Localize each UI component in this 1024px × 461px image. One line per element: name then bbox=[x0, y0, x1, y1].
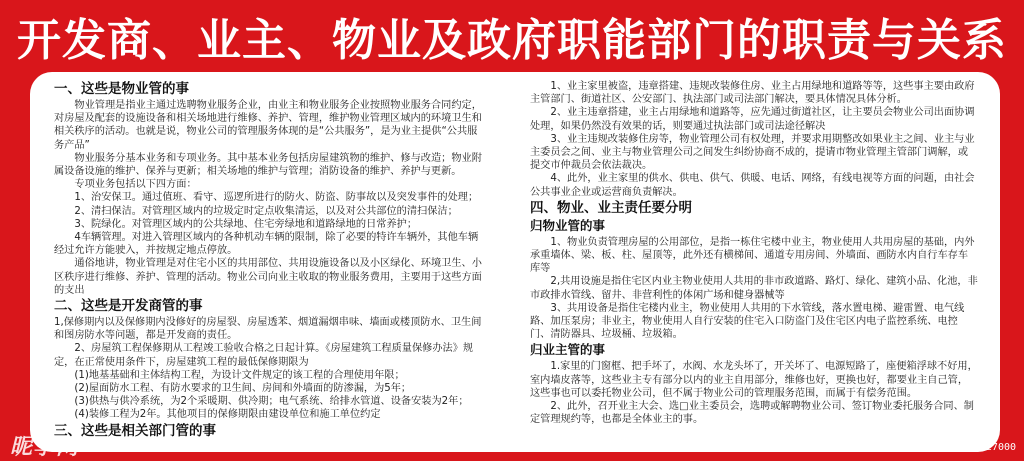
paragraph: 1、治安保卫。通过值班、看守、巡逻所进行的防火、防盗、防事故以及突发事件的处理； bbox=[74, 192, 479, 204]
image-id-text: ID:26529821 NO:20190606163037427000 bbox=[805, 442, 1016, 453]
paragraph: 2、业主违章搭建，业主占用绿地和道路等，应先通过街道社区，让主要员会物业公司出面协调处理，如果仍然没有效果的话，则要通过执法部门或司法途径解决 bbox=[530, 107, 975, 132]
paragraph: 1、业主家里被盗，违章搭建、违规改装修住房、业主占用绿地和道路等等，这些事主要由政府主管部门、街道社区、公安部门、执法部门或司法部门解决，要具体情况具体分析。 bbox=[530, 81, 975, 106]
section-heading-property: 一、这些是物业管的事 bbox=[54, 81, 189, 97]
page-title: 开发商、业主、物业及政府职能部门的职责与关系 bbox=[17, 15, 1007, 66]
right-column bbox=[530, 80, 978, 426]
paragraph: 3、院绿化。对管理区域内的公共绿地、住宅旁绿地和道路绿地的日常养护； bbox=[74, 218, 418, 230]
subheading-owner-duties: 归业主管的事 bbox=[530, 342, 606, 358]
paragraph: 1、物业负责管理房屋的公用部位，是指一栋住宅楼中业主，物业使用人共用房屋的基础，内外承重墙体、梁、板、柱、屋顶等，此外还有横梯间、通道专用房间、外墙面、画防水内自行车存车库等 bbox=[530, 236, 975, 275]
paragraph: 物业管理是指业主通过选聘物业服务企业，由业主和物业服务企业按照物业服务合同约定，对房屋及配套的设施设备和相关场地进行维修、养护、管理，维护物业管理区域内的环境卫生和相关秩序的活动。也就是说，物业公司的管理服务体现的是“公共服务”，是为业主提供“公共服务产品” bbox=[54, 100, 482, 151]
paragraph: 4车辆管理。对进入管理区域内的各种机动车辆的限制，除了必要的特许车辆外，其他车辆经过允许方能驶入，并按规定地点停放。 bbox=[54, 232, 479, 257]
section-heading-departments: 三、这些是相关部门管的事 bbox=[54, 422, 216, 439]
paragraph: 通俗地讲，物业管理是对住宅小区的共用部位、共用设施设备以及小区绿化、环境卫生、小区秩序进行维修、养护、管理的活动。物业公司向业主收取的物业服务费用，主要用于这些方面的支出 bbox=[54, 258, 482, 296]
paragraph: 3、共用设备是指住宅楼内业主，物业使用人共用的下水管线，落水置电梯、避雷置、电气线路、加压泵房；非业主，物业使用人自行安装的住宅入口防盗门及住宅区内电子监控系统、电控门、清防器具、垃圾桶、垃圾箱。 bbox=[530, 302, 965, 341]
paragraph: 3、业主违规改装修住房等，物业管理公司有权处理，并要求用期整改如果业主之间、业主与业主委员会之间、业主与物业管理公司之间发生纠纷协商不成的，提请市物业管理主管部门调解，或提交市仲裁员会依法裁决。 bbox=[530, 133, 975, 172]
paragraph: (2)屋面防水工程、有防水要求的卫生间、房间和外墙面的防渗漏，为5年； bbox=[74, 383, 412, 395]
section-heading-responsibilities: 四、物业、业主责任要分明 bbox=[530, 199, 692, 216]
paragraph: 物业服务分基本业务和专项业务。其中基本业务包括房屋建筑物的维护、修与改造；物业附属设备设施的维护、保养与更新；相关场地的维护与管理；消防设备的维护、养护与更新。 bbox=[54, 152, 482, 178]
content-panel bbox=[30, 72, 1000, 452]
paragraph: 1.家里的门窗框、把手坏了，水阀、水龙头坏了，开关坏了、电源短路了，座便箱浮球不好用，室内墙皮落等，这些业主专有部分以内的业主自用部分，维修也好，更换也好，都要业主自己管，这些事也可以委托物业公司，但不属于物业公司的管理服务范围，而属于有偿务范围。 bbox=[530, 361, 978, 399]
paragraph: (3)供热与供冷系统，为2个采暖期、供冷期；电气系统、给排水管道、设备安装为2年； bbox=[74, 396, 469, 408]
watermark-logo: 昵享网 bbox=[10, 435, 80, 460]
section-heading-developer: 二、这些是开发商管的事 bbox=[54, 298, 203, 315]
paragraph: 2、房屋筑工程保修期从工程竣工验收合格之日起计算。《房屋建筑工程质量保修办法》规定，在正常使用条件下，房屋建筑工程的最低保修期限为 bbox=[54, 343, 474, 368]
paragraph: 1,保修期内以及保修期内没修好的房屋裂、房屋透苯、烟道漏烟串味、墙面或楼顶防水、卫生间和图房防水等问题，都是开发商的责任。 bbox=[54, 317, 482, 342]
paragraph: 4、此外，业主家里的供水、供电、供气、供暖、电话、网络，有线电视等方面的问题，由社会公共事业企业或运营商负责解决。 bbox=[530, 173, 975, 198]
subheading-property-duties: 归物业管的事 bbox=[530, 217, 606, 233]
paragraph: 2,共用设施是指住宅区内业主物业使用人共用的非市政道路、路灯、绿化、建筑小品、化池，非市政排水管线、留井、非营利性的体闲广场和健身器械等 bbox=[530, 276, 978, 301]
left-column bbox=[54, 80, 484, 441]
paragraph: 专项业务包括以下四方面： bbox=[74, 179, 197, 191]
paragraph: 2、清扫保洁。对管理区域内的垃圾定时定点收集清运，以及对公共部位的清扫保洁； bbox=[74, 205, 458, 217]
paragraph: (1)地基基础和主体结构工程，为设计文件规定的该工程的合理使用年限； bbox=[74, 369, 405, 381]
paragraph: 2、此外，召开业主大会、选□业主委员会，选聘或解聘物业公司、签订物业委托服务合同、制定管理规约等，也都是全体业主的事。 bbox=[530, 401, 974, 426]
paragraph: (4)装修工程为2年。其他项目的保修期限由建设单位和施工单位约定 bbox=[74, 409, 381, 421]
